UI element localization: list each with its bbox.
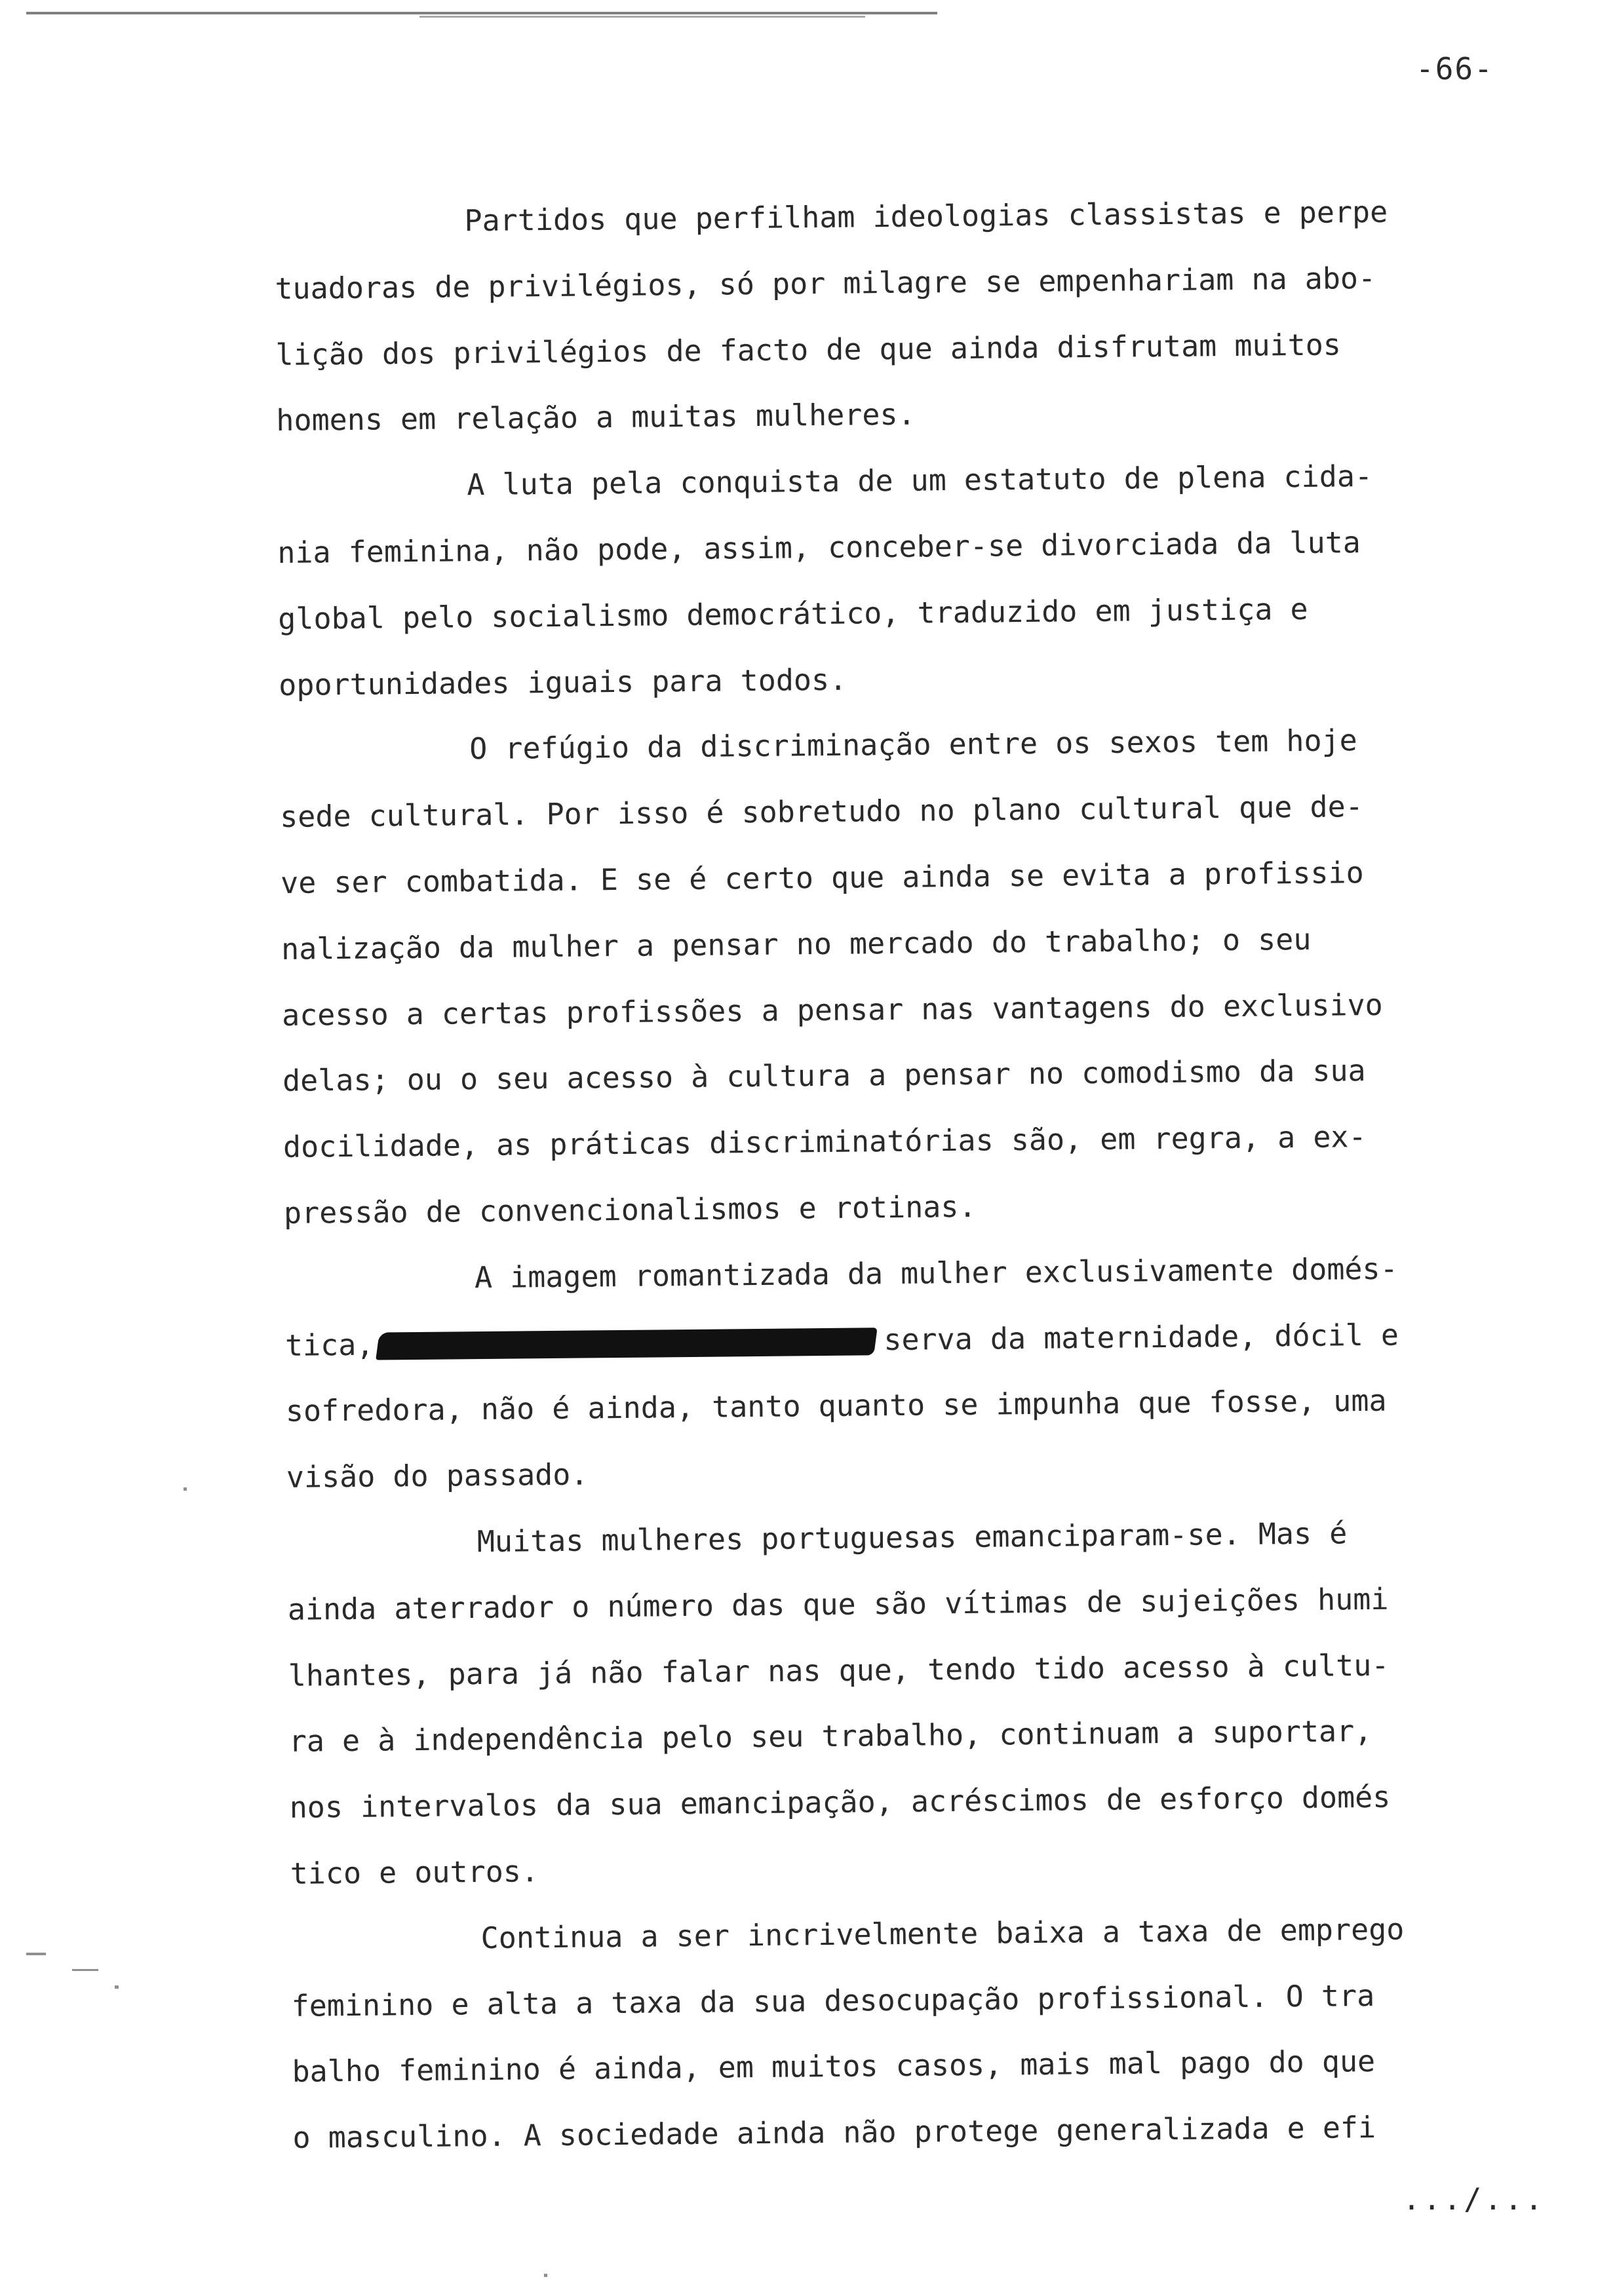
paragraph-3 bbox=[279, 706, 1530, 1247]
text-line: lhantes, para já não falar nas que, tendo tido acesso à cultu- bbox=[288, 1647, 1390, 1693]
text-line: nia feminina, não pode, assim, conceber-se divorciada da luta bbox=[277, 525, 1361, 570]
top-scan-rule-secondary bbox=[419, 16, 865, 18]
text-line: sede cultural. Por isso é sobretudo no plano cultural que de- bbox=[279, 789, 1364, 835]
text-line: A luta pela conquista de um estatuto de plena cida- bbox=[467, 459, 1373, 503]
text-line: nos intervalos da sua emancipação, acréscimos de esforço domés bbox=[289, 1779, 1391, 1826]
scan-artifact bbox=[72, 1969, 98, 1971]
text-line: docilidade, as práticas discriminatórias são, em regra, a ex- bbox=[282, 1119, 1367, 1165]
paragraph-1 bbox=[274, 178, 1522, 454]
text-line: Partidos que perfilham ideologias classistas e perpe bbox=[464, 194, 1388, 239]
text-line: oportunidades iguais para todos. bbox=[278, 662, 847, 702]
text-fragment: tica, bbox=[284, 1327, 374, 1363]
top-scan-rule bbox=[26, 12, 937, 14]
page-number: -66- bbox=[1416, 51, 1494, 86]
paragraph-5 bbox=[286, 1499, 1536, 1907]
text-line: tuadoras de privilégios, só por milagre se empenhariam na abo- bbox=[275, 260, 1376, 306]
text-line: visão do passado. bbox=[286, 1457, 589, 1495]
scan-artifact bbox=[184, 1487, 187, 1491]
text-line: A imagem romantizada da mulher exclusivamente domés- bbox=[474, 1251, 1398, 1295]
text-line: o masculino. A sociedade ainda não protege generalizada e efi bbox=[292, 2110, 1376, 2155]
text-fragment: serva da maternidade, dócil e bbox=[884, 1317, 1399, 1357]
scan-artifact bbox=[544, 2274, 547, 2277]
text-line: global pelo socialismo democrático, traduzido em justiça e bbox=[278, 591, 1308, 636]
text-line-with-redaction bbox=[284, 1301, 1530, 1379]
document-body bbox=[274, 178, 1538, 2172]
continuation-mark: .../... bbox=[1403, 2182, 1546, 2217]
paragraph-6 bbox=[290, 1895, 1538, 2171]
text-line: delas; ou o seu acesso à cultura a pensar no comodismo da sua bbox=[282, 1053, 1366, 1099]
scan-artifact bbox=[26, 1953, 46, 1955]
text-line: O refúgio da discriminação entre os sexos tem hoje bbox=[469, 723, 1358, 767]
text-line: Muitas mulheres portuguesas emanciparam-se. Mas é bbox=[477, 1516, 1348, 1559]
text-line: tico e outros. bbox=[290, 1854, 539, 1891]
text-line: ainda aterrador o número das que são vítimas de sujeições humi bbox=[287, 1581, 1389, 1627]
scan-artifact bbox=[115, 1985, 119, 1989]
text-line: feminino e alta a taxa da sua desocupação profissional. O tra bbox=[291, 1978, 1375, 2023]
text-line: Continua a ser incrivelmente baixa a taxa de emprego bbox=[480, 1911, 1405, 1955]
redaction-mark bbox=[376, 1328, 878, 1360]
text-line: balho feminino é ainda, em muitos casos, mais mal pago do que bbox=[292, 2044, 1376, 2090]
text-line: ve ser combatida. E se é certo que ainda se evita a profissio bbox=[280, 855, 1364, 900]
text-line: homens em relação a muitas mulheres. bbox=[276, 397, 916, 438]
text-line: pressão de convencionalismos e rotinas. bbox=[283, 1189, 977, 1231]
paragraph-4 bbox=[284, 1234, 1532, 1510]
text-line: lição dos privilégios de facto de que ainda disfrutam muitos bbox=[275, 326, 1342, 372]
text-line: sofredora, não é ainda, tanto quanto se impunha que fosse, uma bbox=[285, 1383, 1387, 1429]
paragraph-2 bbox=[277, 442, 1525, 718]
text-line: nalização da mulher a pensar no mercado do trabalho; o seu bbox=[281, 921, 1312, 966]
text-line: acesso a certas profissões a pensar nas vantagens do exclusivo bbox=[281, 987, 1383, 1033]
text-line: ra e à independência pelo seu trabalho, continuam a suportar, bbox=[288, 1713, 1372, 1759]
